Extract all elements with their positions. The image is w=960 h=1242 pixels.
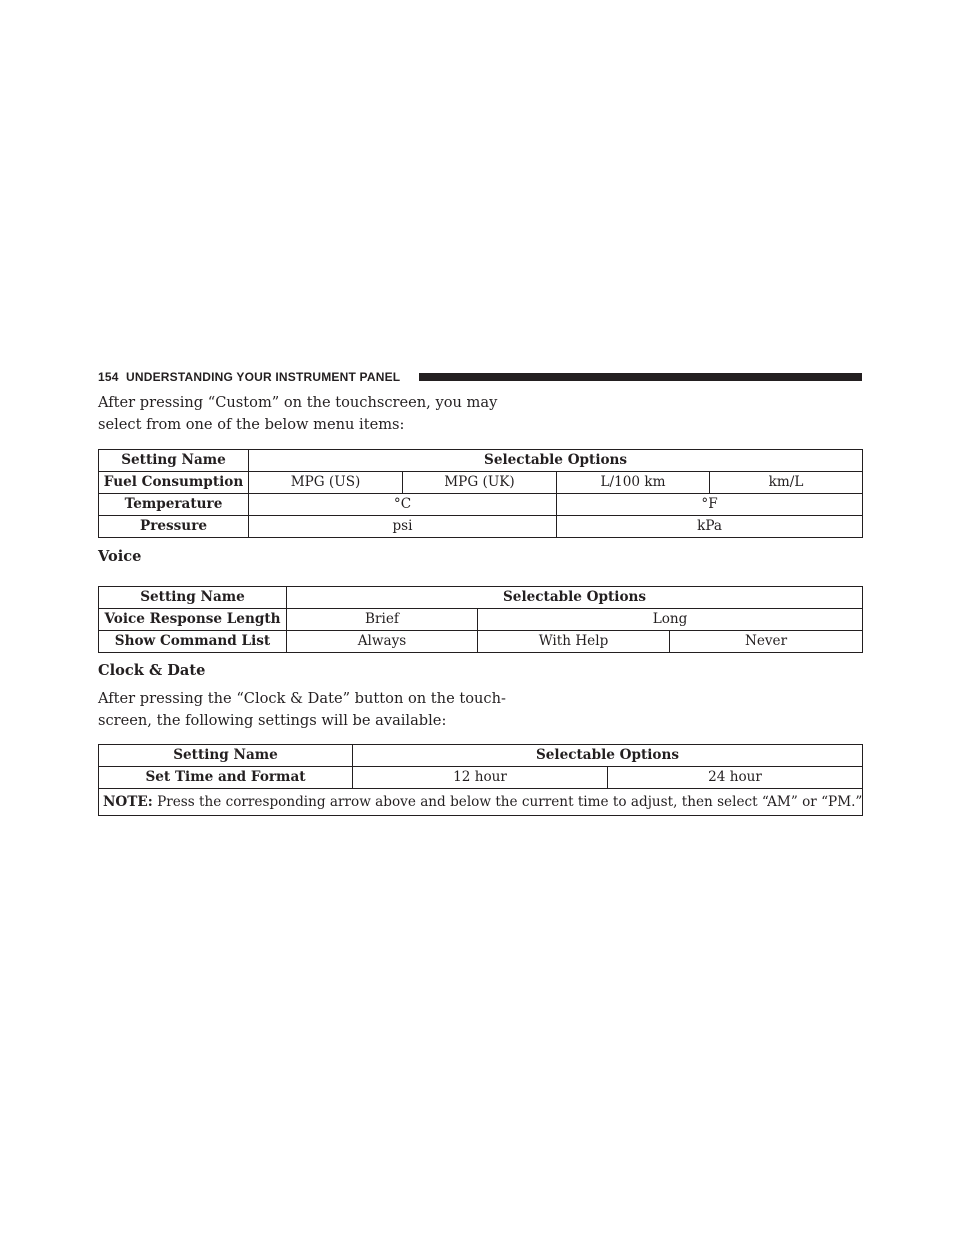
header-setting-name: Setting Name xyxy=(99,745,353,767)
header-setting-name: Setting Name xyxy=(99,450,249,472)
page-header xyxy=(98,368,862,388)
voice-table xyxy=(98,586,863,653)
header-rule xyxy=(419,373,862,381)
table-row xyxy=(99,494,863,516)
header-setting-name: Setting Name xyxy=(99,587,287,609)
clock-table xyxy=(98,744,863,816)
header-selectable-options: Selectable Options xyxy=(249,450,863,472)
note-label: NOTE: xyxy=(103,793,153,810)
table-row xyxy=(99,631,863,653)
option-cell: 24 hour xyxy=(608,767,863,789)
option-cell: Long xyxy=(478,609,863,631)
option-cell: Never xyxy=(670,631,863,653)
header-selectable-options: Selectable Options xyxy=(287,587,863,609)
option-cell: kPa xyxy=(557,516,863,538)
setting-show-command-list: Show Command List xyxy=(99,631,287,653)
option-cell: Always xyxy=(287,631,478,653)
voice-heading: Voice xyxy=(98,548,142,565)
header-selectable-options: Selectable Options xyxy=(353,745,863,767)
setting-set-time-and-format: Set Time and Format xyxy=(99,767,353,789)
clock-date-heading: Clock & Date xyxy=(98,662,206,679)
option-cell: km/L xyxy=(710,472,863,494)
table-header-row xyxy=(99,587,863,609)
setting-voice-response-length: Voice Response Length xyxy=(99,609,287,631)
option-cell: MPG (US) xyxy=(249,472,403,494)
option-cell: MPG (UK) xyxy=(403,472,557,494)
note-text: Press the corresponding arrow above and below the current time to adjust, then select “AM” or “PM.” xyxy=(157,793,863,810)
table-row xyxy=(99,516,863,538)
setting-pressure: Pressure xyxy=(99,516,249,538)
table-note-row xyxy=(99,789,863,816)
table-header-row xyxy=(99,745,863,767)
option-cell: °C xyxy=(249,494,557,516)
option-cell: °F xyxy=(557,494,863,516)
table-row xyxy=(99,472,863,494)
table-header-row xyxy=(99,450,863,472)
intro-paragraph: After pressing “Custom” on the touchscreen, you may select from one of the below menu items: xyxy=(98,394,498,433)
setting-temperature: Temperature xyxy=(99,494,249,516)
note-cell xyxy=(99,789,863,816)
option-cell: 12 hour xyxy=(353,767,608,789)
option-cell: Brief xyxy=(287,609,478,631)
option-cell: psi xyxy=(249,516,557,538)
table-row xyxy=(99,767,863,789)
table-row xyxy=(99,609,863,631)
setting-fuel-consumption: Fuel Consumption xyxy=(99,472,249,494)
clock-paragraph: After pressing the “Clock & Date” button on the touch-screen, the following settings will be available: xyxy=(98,690,506,729)
section-title: UNDERSTANDING YOUR INSTRUMENT PANEL xyxy=(126,370,401,384)
units-table xyxy=(98,449,863,538)
option-cell: With Help xyxy=(478,631,670,653)
option-cell: L/100 km xyxy=(557,472,710,494)
page-number: 154 xyxy=(98,370,119,384)
